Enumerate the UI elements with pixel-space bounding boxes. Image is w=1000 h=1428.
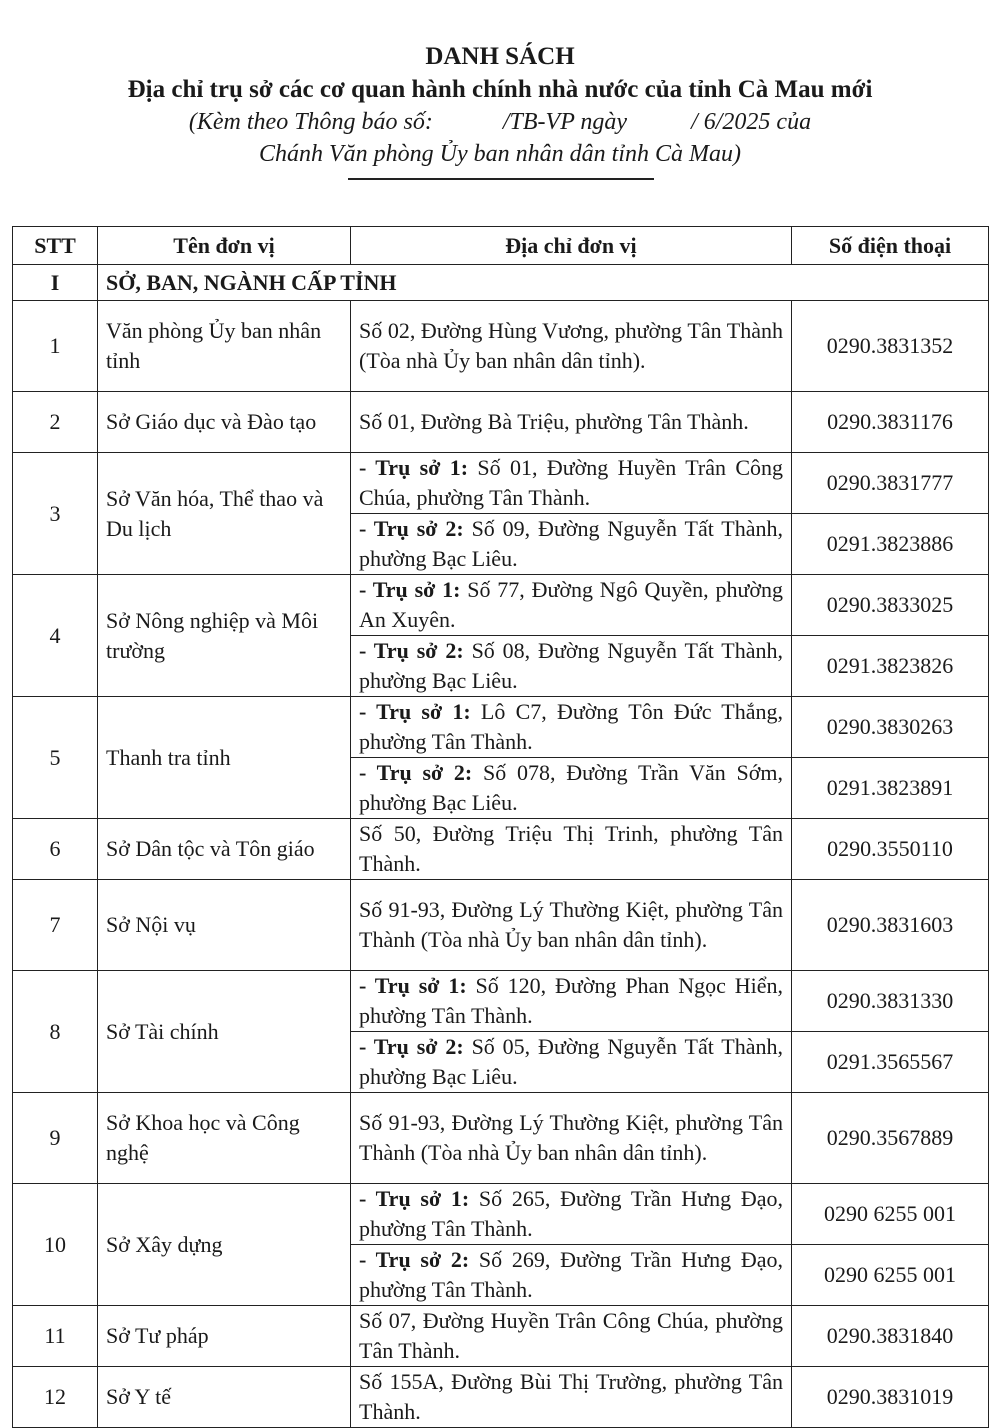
row-stt: 12 xyxy=(13,1367,98,1428)
row-unit-name: Sở Giáo dục và Đào tạo xyxy=(98,392,351,453)
table-row xyxy=(13,453,989,514)
hq-address: Số 77, Đường Ngô Quyền, phường An Xuyên. xyxy=(359,577,783,632)
address-table xyxy=(12,226,989,1428)
row-stt: 6 xyxy=(13,819,98,880)
document-header xyxy=(0,40,1000,170)
row-address: Số 02, Đường Hùng Vương, phường Tân Thành (Tòa nhà Ủy ban nhân dân tỉnh). xyxy=(351,301,792,392)
table-row xyxy=(13,880,989,971)
note-part2: /TB-VP ngày xyxy=(502,109,628,135)
row-phone: 0290.3550110 xyxy=(792,819,989,880)
row-unit-name: Sở Tư pháp xyxy=(98,1306,351,1367)
hq-label: - Trụ sở 2: xyxy=(359,516,464,541)
title-underline xyxy=(348,178,654,180)
table-row xyxy=(13,301,989,392)
hq-address: Số 09, Đường Nguyễn Tất Thành, phường Bạc Liêu. xyxy=(359,516,784,571)
document-note-line1 xyxy=(0,106,1000,138)
row-stt: 1 xyxy=(13,301,98,392)
row-address: Số 01, Đường Bà Triệu, phường Tân Thành. xyxy=(351,392,792,453)
hq-label: - Trụ sở 2: xyxy=(359,1034,464,1059)
row-unit-name: Sở Xây dựng xyxy=(98,1184,351,1306)
row-address-hq1 xyxy=(351,1184,792,1245)
table-row xyxy=(13,1367,989,1428)
row-stt: 3 xyxy=(13,453,98,575)
header-address: Địa chỉ đơn vị xyxy=(351,227,792,265)
table-row xyxy=(13,971,989,1032)
row-address-hq2 xyxy=(351,758,792,819)
row-phone: 0290.3567889 xyxy=(792,1093,989,1184)
row-phone: 0290.3831019 xyxy=(792,1367,989,1428)
section-number: I xyxy=(13,265,98,301)
row-phone-hq1: 0290.3833025 xyxy=(792,575,989,636)
hq-label: - Trụ sở 1: xyxy=(359,455,469,480)
section-row xyxy=(13,265,989,301)
row-unit-name: Sở Tài chính xyxy=(98,971,351,1093)
row-stt: 7 xyxy=(13,880,98,971)
hq-address: Số 08, Đường Nguyễn Tất Thành, phường Bạc Liêu. xyxy=(359,638,784,693)
row-address-hq2 xyxy=(351,514,792,575)
row-unit-name: Sở Khoa học và Công nghệ xyxy=(98,1093,351,1184)
row-phone-hq2: 0291.3823826 xyxy=(792,636,989,697)
hq-address: Số 078, Đường Trần Văn Sớm, phường Bạc Liêu. xyxy=(359,760,783,815)
hq-address: Số 269, Đường Trần Hưng Đạo, phường Tân Thành. xyxy=(359,1247,783,1302)
document-note-line2: Chánh Văn phòng Ủy ban nhân dân tỉnh Cà Mau) xyxy=(259,141,741,167)
row-unit-name: Sở Y tế xyxy=(98,1367,351,1428)
row-phone-hq2: 0291.3565567 xyxy=(792,1032,989,1093)
row-address-hq1 xyxy=(351,697,792,758)
row-address: Số 155A, Đường Bùi Thị Trường, phường Tân Thành. xyxy=(351,1367,792,1428)
hq-address: Số 265, Đường Trần Hưng Đạo, phường Tân Thành. xyxy=(359,1186,783,1241)
row-stt: 8 xyxy=(13,971,98,1093)
row-phone-hq1: 0290.3831777 xyxy=(792,453,989,514)
row-phone: 0290.3831840 xyxy=(792,1306,989,1367)
row-phone-hq1: 0290 6255 001 xyxy=(792,1184,989,1245)
hq-label: - Trụ sở 2: xyxy=(359,638,464,663)
hq-address: Số 01, Đường Huyền Trân Công Chúa, phường Tân Thành. xyxy=(359,455,783,510)
note-part1: (Kèm theo Thông báo số: xyxy=(188,109,433,135)
row-phone-hq2: 0290 6255 001 xyxy=(792,1245,989,1306)
hq-label: - Trụ sở 1: xyxy=(359,699,471,724)
table-row xyxy=(13,819,989,880)
hq-label: - Trụ sở 2: xyxy=(359,760,473,785)
table-row xyxy=(13,575,989,636)
header-stt: STT xyxy=(13,227,98,265)
row-phone: 0290.3831176 xyxy=(792,392,989,453)
row-address-hq2 xyxy=(351,1245,792,1306)
row-address-hq2 xyxy=(351,1032,792,1093)
row-phone-hq1: 0290.3830263 xyxy=(792,697,989,758)
table-row xyxy=(13,392,989,453)
row-address-hq2 xyxy=(351,636,792,697)
row-stt: 2 xyxy=(13,392,98,453)
hq-label: - Trụ sở 1: xyxy=(359,1186,470,1211)
row-stt: 4 xyxy=(13,575,98,697)
hq-address: Số 05, Đường Nguyễn Tất Thành, phường Bạc Liêu. xyxy=(359,1034,784,1089)
row-stt: 9 xyxy=(13,1093,98,1184)
row-address-hq1 xyxy=(351,575,792,636)
header-phone: Số điện thoại xyxy=(792,227,989,265)
row-address: Số 91-93, Đường Lý Thường Kiệt, phường Tân Thành (Tòa nhà Ủy ban nhân dân tỉnh). xyxy=(351,880,792,971)
row-address: Số 50, Đường Triệu Thị Trinh, phường Tân Thành. xyxy=(351,819,792,880)
hq-address: Số 120, Đường Phan Ngọc Hiển, phường Tân Thành. xyxy=(359,973,783,1028)
row-stt: 10 xyxy=(13,1184,98,1306)
section-title: SỞ, BAN, NGÀNH CẤP TỈNH xyxy=(98,265,989,301)
table-header-row xyxy=(13,227,989,265)
hq-address: Lô C7, Đường Tôn Đức Thắng, phường Tân Thành. xyxy=(359,699,783,754)
hq-label: - Trụ sở 2: xyxy=(359,1247,470,1272)
hq-label: - Trụ sở 1: xyxy=(359,577,461,602)
row-phone: 0290.3831352 xyxy=(792,301,989,392)
row-address: Số 91-93, Đường Lý Thường Kiệt, phường Tân Thành (Tòa nhà Ủy ban nhân dân tỉnh). xyxy=(351,1093,792,1184)
row-phone-hq2: 0291.3823886 xyxy=(792,514,989,575)
table-row xyxy=(13,697,989,758)
row-address-hq1 xyxy=(351,971,792,1032)
row-phone-hq2: 0291.3823891 xyxy=(792,758,989,819)
note-part3: / 6/2025 của xyxy=(691,109,812,135)
row-address: Số 07, Đường Huyền Trân Công Chúa, phường Tân Thành. xyxy=(351,1306,792,1367)
table-row xyxy=(13,1306,989,1367)
row-stt: 5 xyxy=(13,697,98,819)
table-body xyxy=(13,265,989,1428)
document-subtitle: Địa chỉ trụ sở các cơ quan hành chính nhà nước của tỉnh Cà Mau mới xyxy=(127,76,873,103)
row-stt: 11 xyxy=(13,1306,98,1367)
header-unit-name: Tên đơn vị xyxy=(98,227,351,265)
row-phone: 0290.3831603 xyxy=(792,880,989,971)
table-row xyxy=(13,1093,989,1184)
row-address-hq1 xyxy=(351,453,792,514)
row-unit-name: Sở Văn hóa, Thể thao và Du lịch xyxy=(98,453,351,575)
row-unit-name: Sở Nông nghiệp và Môi trường xyxy=(98,575,351,697)
row-unit-name: Sở Nội vụ xyxy=(98,880,351,971)
row-unit-name: Văn phòng Ủy ban nhân tỉnh xyxy=(98,301,351,392)
row-phone-hq1: 0290.3831330 xyxy=(792,971,989,1032)
row-unit-name: Sở Dân tộc và Tôn giáo xyxy=(98,819,351,880)
row-unit-name: Thanh tra tỉnh xyxy=(98,697,351,819)
hq-label: - Trụ sở 1: xyxy=(359,973,467,998)
document-title: DANH SÁCH xyxy=(425,43,575,70)
table-row xyxy=(13,1184,989,1245)
